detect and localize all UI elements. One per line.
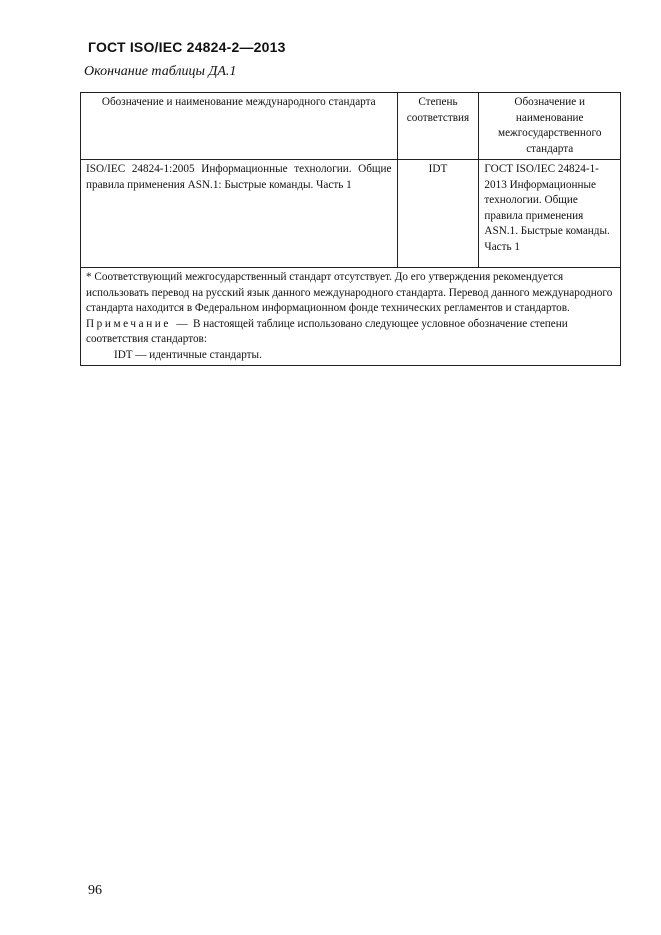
correspondence-table	[80, 92, 621, 366]
cell-international-standard: ISO/IEC 24824-1:2005 Информационные технологии. Общие правила применения ASN.1: Быстрые команды. Часть 1	[81, 160, 398, 268]
legend-text: IDT — идентичные стандарты.	[114, 348, 262, 361]
note-label: Примечание —	[86, 317, 191, 330]
footnote-text: * Соответствующий межгосударственный стандарт отсутствует. До его утверждения рекомендуется использовать перевод на русский язык данного международного стандарта. Перевод данного международного стандарта находится в Федеральном информационном фонде технических регламентов и стандартов.	[86, 271, 613, 314]
cell-interstate-standard: ГОСТ ISO/IEC 24824-1-2013 Информационные технологии. Общие правила применения ASN.1. Быстрые команды. Часть 1	[479, 160, 621, 268]
note-paragraph	[86, 317, 615, 348]
column-header-interstate: Обозначение и наименование межгосударственного стандарта	[479, 93, 621, 160]
table-caption: Окончание таблицы ДА.1	[84, 64, 237, 79]
cell-degree: IDT	[397, 160, 479, 268]
table-header-row	[81, 93, 621, 160]
notes-cell	[81, 268, 621, 366]
page-number: 96	[88, 883, 102, 898]
column-header-degree: Степень соответствия	[397, 93, 479, 160]
note-text: В настоящей таблице использовано следующее условное обозначение степени соответствия стандартов:	[86, 317, 568, 345]
column-header-international: Обозначение и наименование международного стандарта	[81, 93, 398, 160]
notes-row	[81, 268, 621, 366]
document-header-title: ГОСТ ISO/IEC 24824-2—2013	[88, 39, 286, 55]
table-row	[81, 160, 621, 268]
